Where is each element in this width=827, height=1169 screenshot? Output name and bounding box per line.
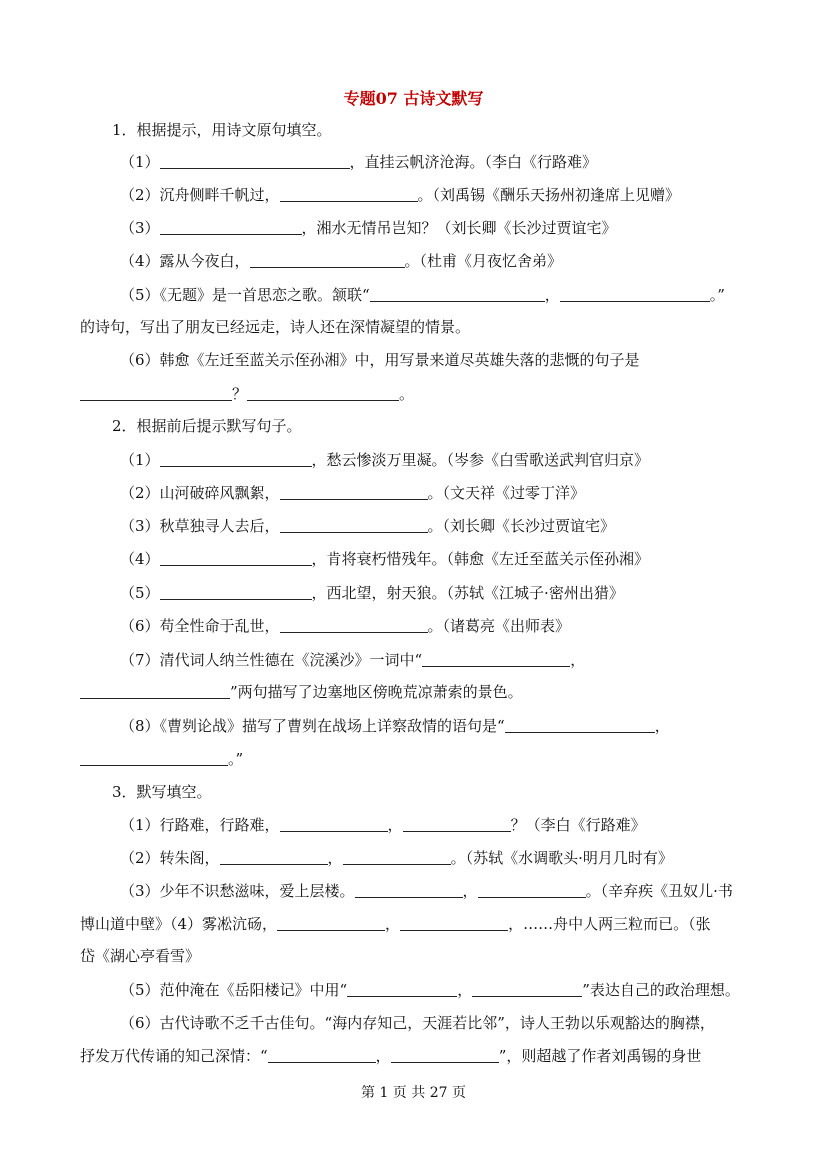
q1-item-4 [120,251,790,271]
page-footer: 第 1 页 共 27 页 [361,1085,466,1101]
q3-heading-text: 3．默写填空。 [112,783,212,801]
q3-item-6-cont [80,1046,750,1066]
item-number: （1） [120,153,160,171]
item-text: （2）山河破碎风飘絮， [120,484,280,502]
item-text: ，……舟中人两三粒而已。（张 [508,915,711,933]
item-text: ， [375,1047,391,1065]
q3-item-3-cont [80,914,750,934]
q2-item-8 [120,716,790,736]
item-text: （6）古代诗歌不乏千古佳句。“海内存知己，天涯若比邻”，诗人王勃以乐观豁达的胸襟， [120,1014,715,1032]
item-number: （1） [120,451,160,469]
answer-blank[interactable] [478,881,586,898]
item-text: ？ [232,385,248,403]
answer-blank[interactable] [268,1046,376,1063]
item-text: （5）《无题》是一首思恋之歌。颔联“ [120,286,370,304]
item-text: 。（杜甫《月夜忆舍弟》 [404,252,563,270]
answer-blank[interactable] [80,384,232,401]
q1-item-5 [120,285,790,305]
item-text: 。（辛弃疾《丑奴儿·书 [585,882,733,900]
answer-blank[interactable] [280,185,418,202]
q1-item-3 [120,218,790,238]
item-text: （1）行路难，行路难， [120,816,280,834]
answer-blank[interactable] [391,1046,499,1063]
answer-blank[interactable] [160,450,312,467]
item-number: （3） [120,219,160,237]
q2-item-6 [120,616,790,636]
item-text: ，湘水无情吊岂知？（刘长卿《长沙过贾谊宅》 [301,219,617,237]
q3-heading [112,782,782,802]
answer-blank[interactable] [160,218,302,235]
item-text: 抒发万代传诵的知己深情：“ [80,1047,268,1065]
answer-blank[interactable] [220,848,328,865]
item-text: 。（刘长卿《长沙过贾谊宅》 [427,517,616,535]
answer-blank[interactable] [280,815,388,832]
q1-heading [112,120,782,140]
item-text: 的诗句，写出了朋友已经远走，诗人还在深情凝望的情景。 [80,318,471,336]
item-text: （6）韩愈《左迁至蓝关示侄孙湘》中，用写景来道尽英雄失落的悲慨的句子是 [120,351,640,369]
item-text: ”两句描写了边塞地区傍晚荒凉萧索的景色。 [230,683,523,701]
item-text: 。（文天祥《过零丁洋》 [427,484,586,502]
answer-blank[interactable] [343,848,451,865]
item-number: （5） [120,584,160,602]
item-text: ？（李白《行路难》 [510,816,646,834]
q2-item-7 [120,650,790,670]
item-text: （6）苟全性命于乱世， [120,617,280,635]
item-text: ， [570,651,586,669]
item-text: ，愁云惨淡万里凝。（岑参《白雪歌送武判官归京》 [311,451,650,469]
item-text: ，西北望，射天狼。（苏轼《江城子·密州出猎》 [311,584,624,602]
item-text: 博山道中壁》（4）雾凇沆砀， [80,915,278,933]
q2-item-1 [120,450,790,470]
item-text: ”，则超越了作者刘禹锡的身世 [498,1047,702,1065]
item-text: ， [654,717,670,735]
answer-blank[interactable] [247,384,399,401]
item-text: ， [462,882,478,900]
answer-blank[interactable] [505,716,655,733]
item-text: ， [457,981,473,999]
q3-item-3 [120,881,790,901]
item-text: （4）露从今夜白， [120,252,250,270]
q2-item-8-cont [80,749,750,769]
answer-blank[interactable] [160,583,312,600]
q3-item-1 [120,815,790,835]
q2-item-4 [120,549,790,569]
item-text: ，肯将衰朽惜残年。（韩愈《左迁至蓝关示侄孙湘》 [311,550,650,568]
item-text: 。（诸葛亮《出师表》 [427,617,571,635]
q1-item-2 [120,185,790,205]
q1-item-6 [120,350,790,370]
q3-item-3-cont2 [80,946,750,966]
q2-item-3 [120,516,790,536]
answer-blank[interactable] [160,152,350,169]
answer-blank[interactable] [422,650,570,667]
item-text: ”表达自己的政治理想。 [582,981,740,999]
answer-blank[interactable] [472,980,582,997]
answer-blank[interactable] [277,914,385,931]
answer-blank[interactable] [347,980,457,997]
item-text: ， [327,849,343,867]
item-text: 。” [228,750,244,768]
answer-blank[interactable] [80,749,228,766]
item-text: 岱《湖心亭看雪》 [80,947,201,965]
answer-blank[interactable] [560,285,710,302]
answer-blank[interactable] [370,285,545,302]
item-text: ，直挂云帆济沧海。（李白《行路难》 [349,153,598,171]
item-text: （5）范仲淹在《岳阳楼记》中用“ [120,981,348,999]
q1-heading-text: 1．根据提示，用诗文原句填空。 [112,121,332,139]
answer-blank[interactable] [355,881,463,898]
item-text: 。 [399,385,415,403]
item-text: ， [387,816,403,834]
answer-blank[interactable] [250,251,405,268]
item-text: （3）少年不识愁滋味，爱上层楼。 [120,882,355,900]
page-title: 专题07 古诗文默写 [343,89,484,108]
item-text: ， [385,915,401,933]
answer-blank[interactable] [400,914,508,931]
item-text: （8）《曹刿论战》描写了曹刿在战场上详察敌情的语句是“ [120,717,505,735]
q3-item-5 [120,980,790,1000]
item-text: 。（苏轼《水调歌头·明月几时有》 [450,849,673,867]
item-text: （7）清代词人纳兰性德在《浣溪沙》一词中“ [120,651,423,669]
item-text: （2）转朱阁， [120,849,220,867]
q2-item-7-cont [80,682,750,702]
answer-blank[interactable] [80,682,230,699]
item-number: （4） [120,550,160,568]
q3-item-2 [120,848,790,868]
q2-item-5 [120,583,790,603]
q1-item-1 [120,152,790,172]
q1-item-6-cont [80,384,750,404]
q3-item-6 [120,1013,790,1033]
item-text: （2）沉舟侧畔千帆过， [120,186,280,204]
answer-blank[interactable] [403,815,511,832]
q2-heading [112,416,782,436]
item-text: 。（刘禹锡《酬乐天扬州初逢席上见赠》 [417,186,681,204]
answer-blank[interactable] [280,616,428,633]
q2-item-2 [120,483,790,503]
q1-item-5-cont [80,317,750,337]
answer-blank[interactable] [280,483,428,500]
answer-blank[interactable] [280,516,428,533]
answer-blank[interactable] [160,549,312,566]
item-text: 。” [709,286,725,304]
item-text: （3）秋草独寻人去后， [120,517,280,535]
item-text: ， [544,286,560,304]
q2-heading-text: 2．根据前后提示默写句子。 [112,417,302,435]
